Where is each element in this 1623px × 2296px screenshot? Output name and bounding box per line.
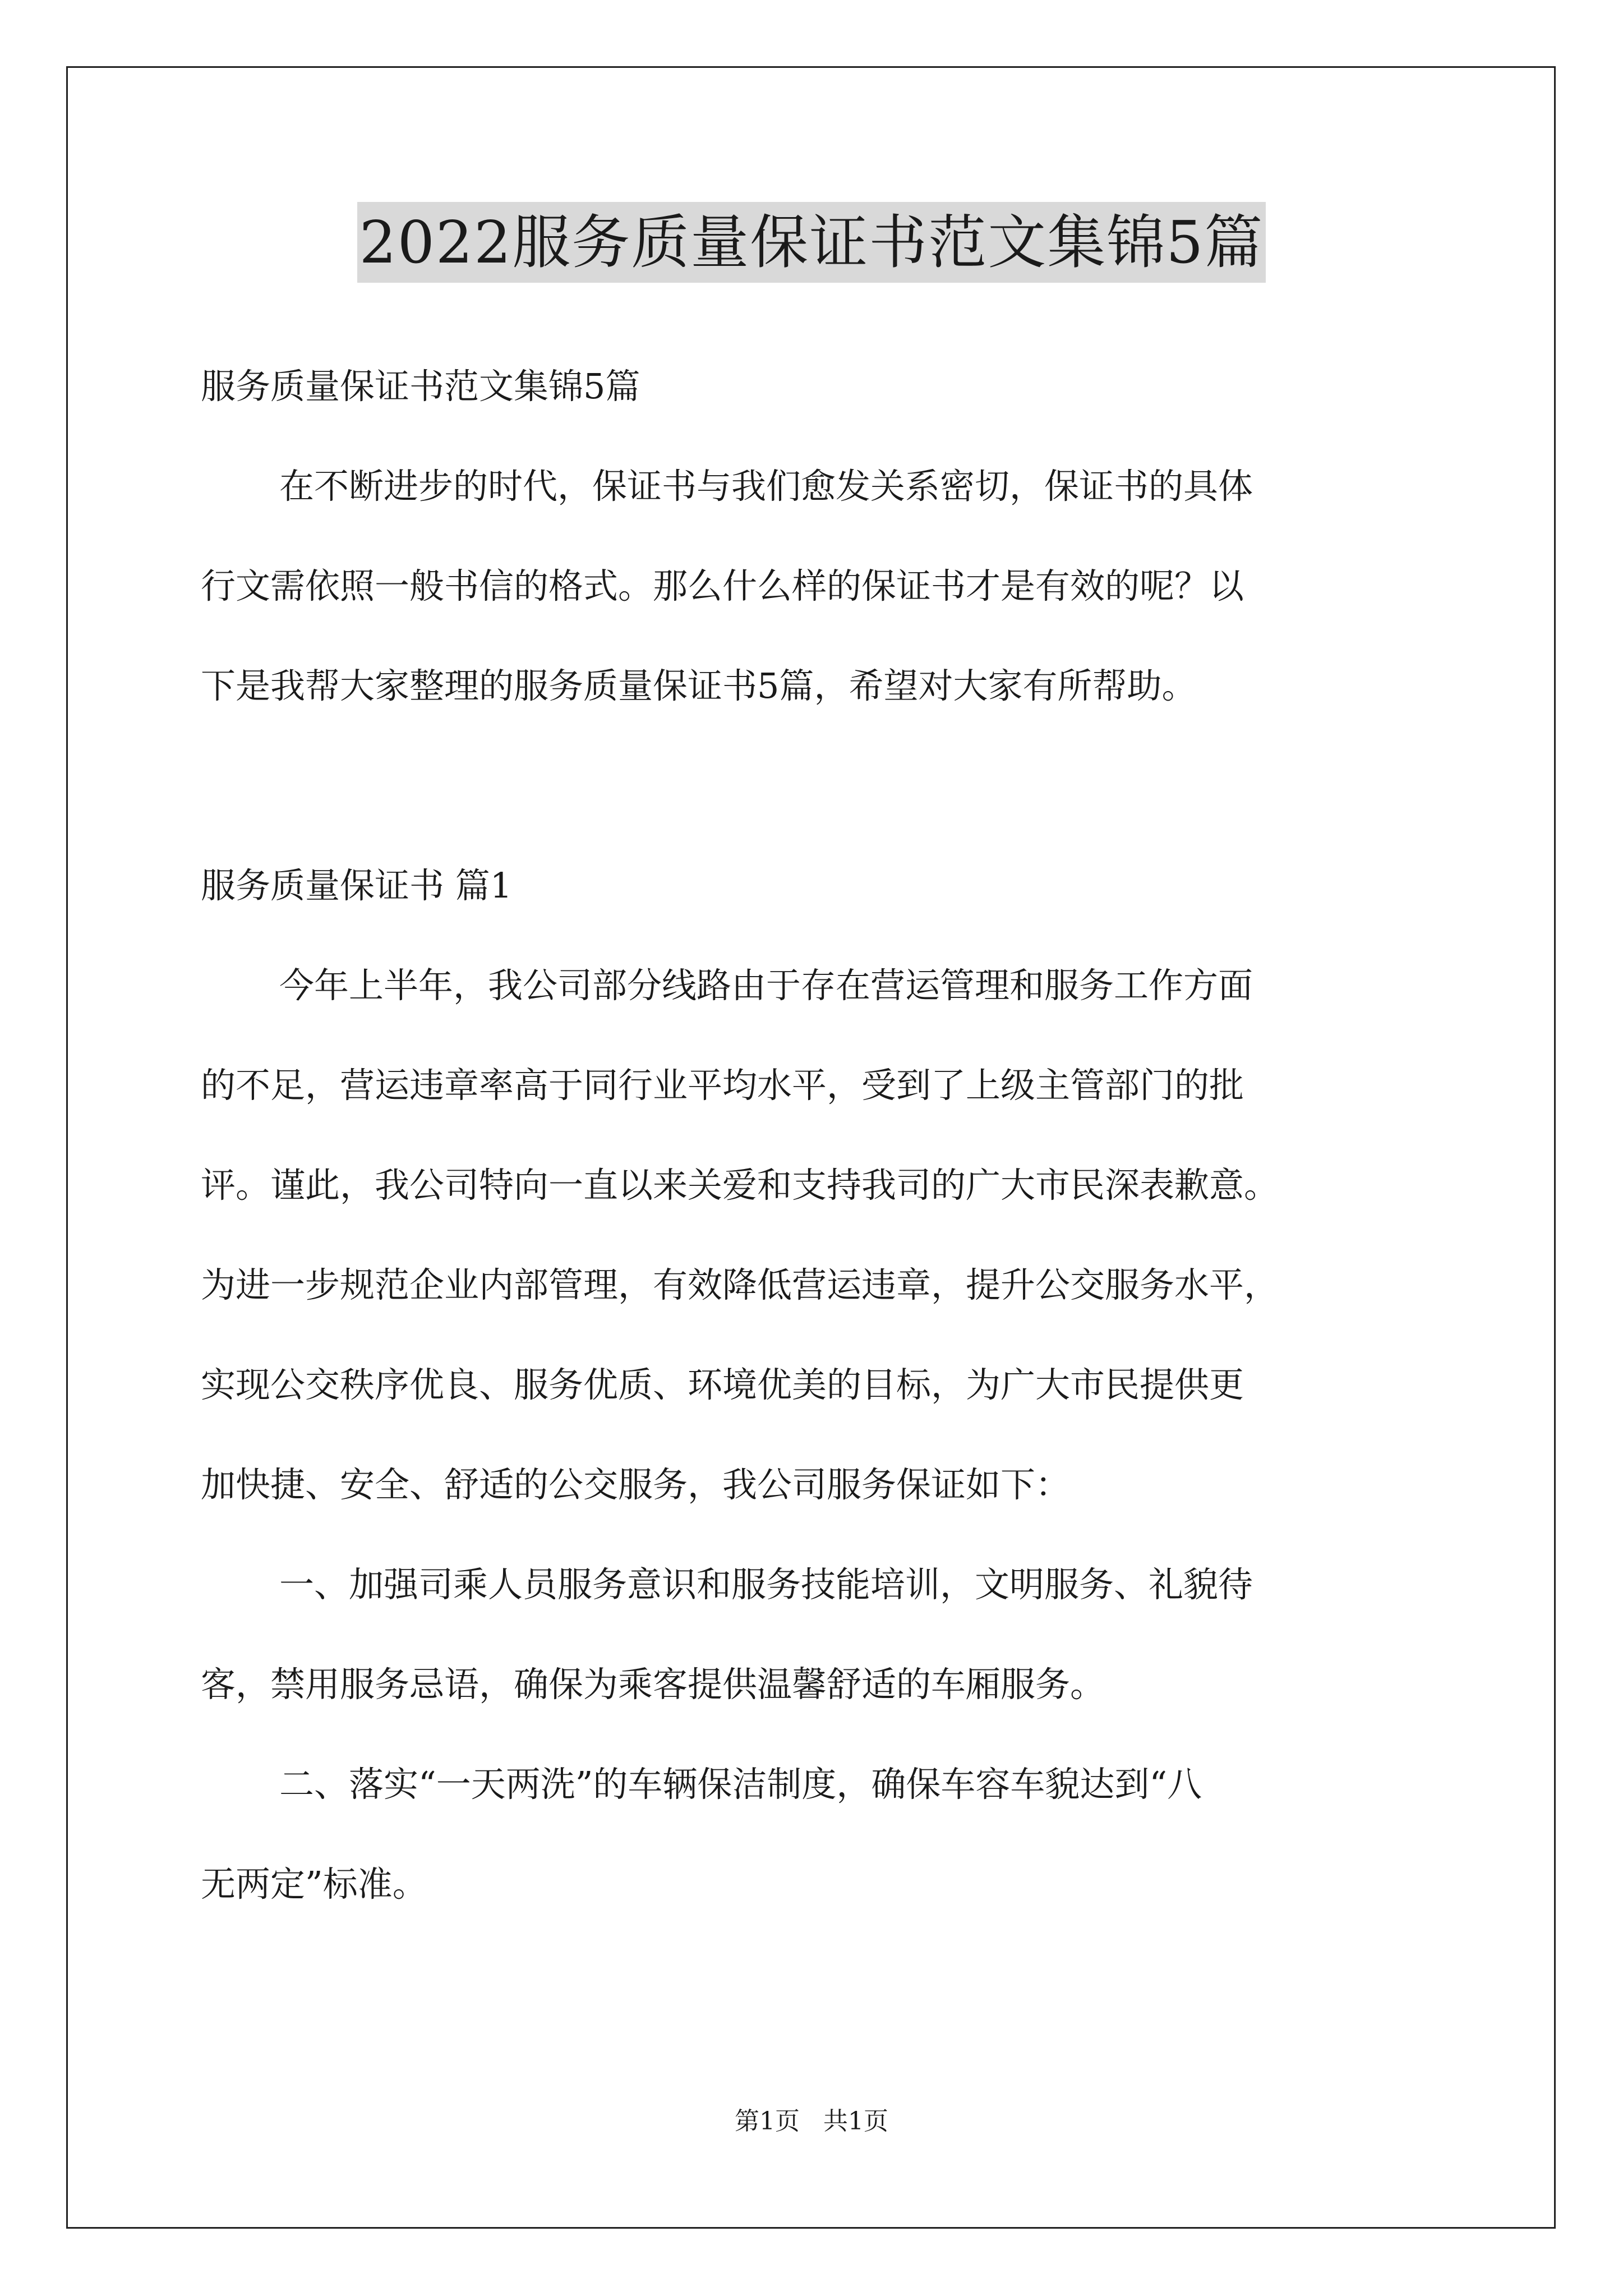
body-line-6: 加快捷、安全、舒适的公交服务，我公司服务保证如下： xyxy=(201,1464,1071,1505)
title-wrap xyxy=(0,202,1623,283)
body-line-1: 今年上半年，我公司部分线路由于存在营运管理和服务工作方面 xyxy=(279,965,1253,1006)
body-line-5: 实现公交秩序优良、服务优质、环境优美的目标，为广大市民提供更 xyxy=(201,1364,1244,1405)
body-line-3: 评。谨此，我公司特向一直以来关爱和支持我司的广大市民深表歉意。 xyxy=(201,1165,1279,1205)
item-two-line-1: 二、落实“一天两洗”的车辆保洁制度，确保车容车貌达到“八 xyxy=(279,1764,1202,1805)
subtitle-line: 服务质量保证书范文集锦5篇 xyxy=(201,366,640,407)
item-two-line-2: 无两定”标准。 xyxy=(201,1864,427,1904)
spacer xyxy=(201,736,1457,836)
intro-line-2: 行文需依照一般书信的格式。那么什么样的保证书才是有效的呢？以 xyxy=(201,565,1244,606)
item-one-line-2: 客，禁用服务忌语，确保为乘客提供温馨舒适的车厢服务。 xyxy=(201,1664,1105,1705)
document-title: 2022服务质量保证书范文集锦5篇 xyxy=(357,202,1266,283)
intro-line-3: 下是我帮大家整理的服务质量保证书5篇，希望对大家有所帮助。 xyxy=(201,665,1197,706)
document-body xyxy=(201,337,1457,1934)
page-footer: 第1页 共1页 xyxy=(735,2107,888,2136)
intro-line-1: 在不断进步的时代，保证书与我们愈发关系密切，保证书的具体 xyxy=(279,466,1253,507)
body-line-4: 为进一步规范企业内部管理，有效降低营运违章，提升公交服务水平， xyxy=(201,1264,1279,1305)
section-heading: 服务质量保证书 篇1 xyxy=(201,865,513,906)
body-line-2: 的不足，营运违章率高于同行业平均水平，受到了上级主管部门的批 xyxy=(201,1065,1244,1106)
item-one-line-1: 一、加强司乘人员服务意识和服务技能培训，文明服务、礼貌待 xyxy=(279,1564,1253,1605)
